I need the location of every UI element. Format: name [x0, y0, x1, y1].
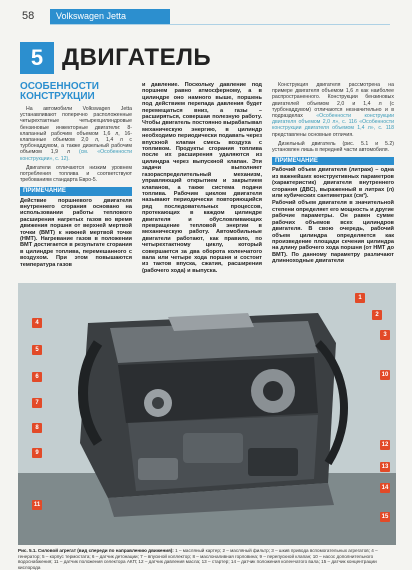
- figure-caption: [18, 548, 396, 570]
- callout-5: 5: [32, 345, 42, 355]
- page-header: [0, 0, 412, 36]
- callout-1: 1: [355, 293, 365, 303]
- callout-9: 9: [32, 448, 42, 458]
- callout-3: 3: [380, 330, 390, 340]
- callout-14: 14: [381, 485, 389, 491]
- paragraph: Дизельный двигатель (рис. 5.1 и 5.2) установлен лишь в передней части автомобиля.: [272, 140, 394, 154]
- callout-8: 8: [32, 423, 42, 433]
- paragraph-text: Конструкция двигателя рассмотрена на примере двигателя объемом 1,6 л как наиболее распространенного. Конструкции бензиновых двигателей объемом 2,0 и 1,4 л (с турбонаддувом) отличаются незначительно и в подразделах: [272, 82, 394, 120]
- caption-text: 1 – масляный картер; 2 – масляный фильтр; 3 – шкив привода вспомогательных агрегатов; 4 – генератор; 5 – корпус термостата; 6 – датчик детонации; 7 – впускной коллектор; 8 – маслоналивная горловина; 9 – перепускной клапан; 10 – насос дополнительного водоснабжения; 11 – датчик положения селектора АКП; 12 – датчик давления масла; 13 – стартер; 14 – датчик положения коленчатого вала; 15 – датчик концентрации кислорода: [18, 548, 378, 570]
- callout-6: 6: [32, 372, 42, 382]
- note-text: Действие поршневого двигателя внутреннего сгорания основано на использовании работы теплового расширения нагретых газов во время движения поршня от верхней мертвой точки (ВМТ) к нижней мертвой точке (НМТ). Нагревание газов в положении ВМТ достигается в результате сгорания в цилиндре топлива, перемешанного с воздухом. При этом повышаются температура газов: [20, 197, 132, 268]
- header-rule: [50, 24, 390, 25]
- callout-11: 11: [33, 502, 41, 508]
- chapter-title: ДВИГАТЕЛЬ: [62, 44, 212, 71]
- book-title-bar: [50, 9, 170, 24]
- chapter-number: 5: [20, 42, 54, 74]
- paragraph-text: представлены основные отличия.: [272, 131, 354, 138]
- paragraph: [272, 82, 394, 138]
- caption-label: Рис. 5.1. Силовой агрегат (вид спереди по направлению движения):: [18, 548, 174, 553]
- book-title: Volkswagen Jetta: [56, 11, 127, 21]
- paragraph-text: На автомобили Volkswagen Jetta устанавливают поперечно расположенные четырехтактные четырехцилиндровые бензиновые инжекторные двигатели: 8-клапанный рабочим объемом 1,6 л, 16-клапанные объемом 2,0 л, 1,4 л с турбонаддувом, а также дизельный рабочим объемом 1,9 л: [20, 106, 132, 156]
- callout-12: 12: [381, 442, 389, 448]
- note-text: Рабочий объем двигателя в значительной степени определяет его мощность и другие рабочие параметры. Он равен сумме рабочих объемов всех цилиндров двигателя. В свою очередь, рабочий объем цилиндра определяется как произведение площади сечения цилиндра на длину рабочего хода поршня (от НМТ до ВМТ). По данному параметру различают длинноходные двигатели: [272, 200, 394, 265]
- note-title: ПРИМЕЧАНИЕ: [272, 157, 394, 165]
- paragraph: [20, 106, 132, 162]
- note-bold-text: Рабочий объем двигателя (литраж) – одна из важнейших конструктивных параметров (характеристик) двигателя внутреннего сгорания (ДВС), выраженный в литрах (л) или кубических сантиметрах (см³).: [272, 167, 394, 200]
- section-title: ОСОБЕННОСТИ КОНСТРУКЦИИ: [20, 81, 99, 102]
- engine-illustration: [18, 283, 396, 545]
- cross-reference-link[interactable]: «Особенности конструкции двигателя объемом 2,0 л», с. 116 «Особенности конструкции двигателя объемом 1,4 л», с. 118: [272, 113, 394, 132]
- page-number: 58: [22, 10, 35, 22]
- callout-7: 7: [32, 398, 42, 408]
- callout-4: 4: [32, 318, 42, 328]
- callout-2: 2: [372, 310, 382, 320]
- text-column-3: [272, 82, 394, 265]
- callout-13: 13: [381, 464, 389, 470]
- callout-10: 10: [381, 372, 389, 378]
- cross-reference-link[interactable]: (см. «Особенности конструкции», с. 12).: [20, 149, 132, 162]
- callout-15: 15: [381, 514, 389, 520]
- paragraph: Двигатели отличаются низким уровнем потребления топлива и соответствуют требованиям стандарта Евро-5.: [20, 164, 132, 184]
- note-title: ПРИМЕЧАНИЕ: [20, 187, 132, 195]
- text-column-1: [20, 82, 132, 268]
- engine-photo: [18, 283, 396, 545]
- text-column-2: и давление. Поскольку давление под поршнем равно атмосферному, а в цилиндре оно намного выше, поршень под действием перепада давления будет перемещаться вниз, а газы – расширяться, совершая полезную работу. Чтобы двигатель постоянно вырабатывал механическую энергию, в цилиндр необходимо периодически подавать через впускной клапан смесь воздуха с топливом. Продукты сгорания топлива после их расширения удаляются из цилиндра через выпускной клапан. Эти задачи выполняет газораспределительный механизм, управляющий открытием и закрытием клапанов, а также система подачи топлива. Рабочим циклом двигателя называют периодически повторяющийся ряд последовательных процессов, протекающих в каждом цилиндре двигателя и обусловливающих превращение тепловой энергии в механическую работу. Автомобильные двигатели работают, как правило, по четырехтактному циклу, который совершается за два оборота коленчатого вала или четыре хода поршня и состоит из тактов впуска, сжатия, расширения (рабочего хода) и выпуска.: [142, 82, 262, 274]
